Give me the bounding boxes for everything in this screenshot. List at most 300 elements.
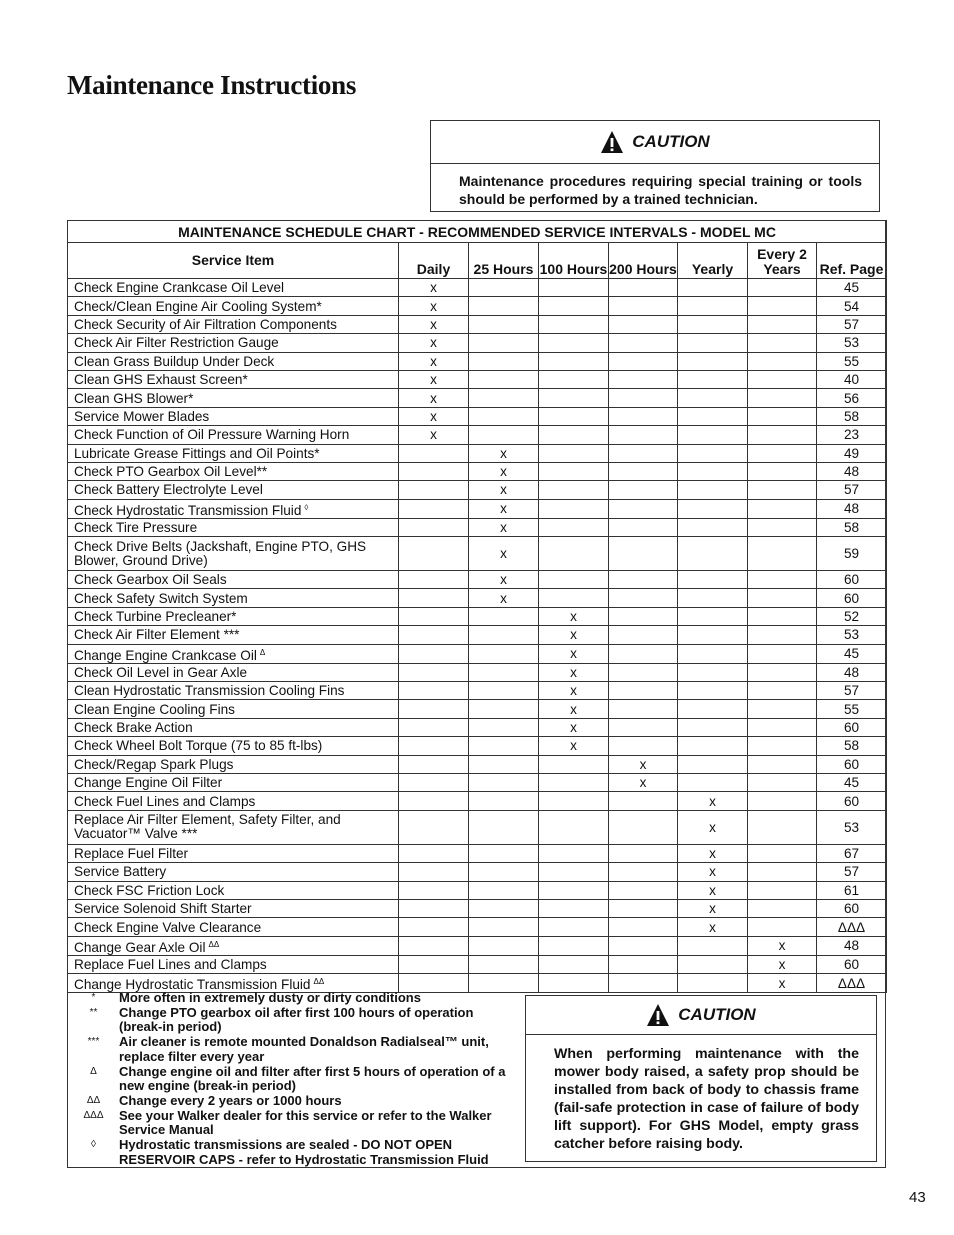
footnote-text: Hydrostatic transmissions are sealed - DO NOT OPEN RESERVOIR CAPS - refer to Hydrostatic Transmission Fluid bbox=[119, 1137, 489, 1167]
interval-cell bbox=[748, 918, 817, 936]
interval-cell bbox=[748, 737, 817, 755]
service-item bbox=[68, 481, 399, 499]
interval-cell bbox=[399, 810, 469, 844]
ref-page: 55 bbox=[817, 700, 887, 718]
interval-cell bbox=[469, 773, 539, 791]
interval-cell bbox=[748, 462, 817, 480]
table-row bbox=[68, 297, 887, 315]
service-item-label: Change Engine Oil Filter bbox=[74, 775, 223, 791]
interval-cell bbox=[469, 407, 539, 425]
interval-cell bbox=[609, 518, 678, 536]
footnote-marker: ΔΔ bbox=[208, 939, 220, 949]
interval-cell bbox=[748, 607, 817, 625]
interval-cell bbox=[399, 644, 469, 663]
interval-cell bbox=[678, 755, 748, 773]
interval-cell: x bbox=[678, 792, 748, 810]
interval-cell bbox=[539, 389, 609, 407]
column-header: Every 2 Years bbox=[748, 243, 817, 279]
table-row bbox=[68, 315, 887, 333]
table-row bbox=[68, 279, 887, 297]
service-item bbox=[68, 844, 399, 862]
service-item bbox=[68, 518, 399, 536]
interval-cell bbox=[678, 955, 748, 973]
interval-cell bbox=[748, 352, 817, 370]
ref-page: 60 bbox=[817, 718, 887, 736]
service-item-label: Clean Engine Cooling Fins bbox=[74, 701, 235, 717]
interval-cell bbox=[609, 682, 678, 700]
service-item-label: Check/Clean Engine Air Cooling System* bbox=[74, 298, 322, 314]
service-item-label: Clean Hydrostatic Transmission Cooling Fins bbox=[74, 683, 345, 699]
interval-cell: x bbox=[399, 426, 469, 444]
interval-cell bbox=[399, 881, 469, 899]
service-item-label: Clean Grass Buildup Under Deck bbox=[74, 353, 275, 369]
interval-cell: x bbox=[399, 315, 469, 333]
service-item-label: Check PTO Gearbox Oil Level** bbox=[74, 464, 268, 480]
interval-cell bbox=[609, 718, 678, 736]
interval-cell bbox=[539, 370, 609, 388]
footnote-text: More often in extremely dusty or dirty conditions bbox=[119, 990, 421, 1005]
interval-cell bbox=[469, 881, 539, 899]
service-item-label: Replace Fuel Filter bbox=[74, 845, 189, 861]
ref-page: 55 bbox=[817, 352, 887, 370]
column-header: Yearly bbox=[678, 243, 748, 279]
warning-triangle-icon bbox=[600, 130, 624, 154]
ref-page: 53 bbox=[817, 334, 887, 352]
table-row bbox=[68, 663, 887, 681]
interval-cell bbox=[539, 444, 609, 462]
interval-cell: x bbox=[748, 936, 817, 955]
interval-cell: x bbox=[539, 607, 609, 625]
interval-cell bbox=[399, 682, 469, 700]
interval-cell bbox=[539, 792, 609, 810]
column-header: 25 Hours bbox=[469, 243, 539, 279]
service-item-label: Clean GHS Blower* bbox=[74, 390, 194, 406]
interval-cell bbox=[609, 844, 678, 862]
interval-cell bbox=[609, 462, 678, 480]
service-item-label: Change Gear Axle Oil bbox=[74, 939, 206, 955]
ref-page: 60 bbox=[817, 899, 887, 917]
caution-label: CAUTION bbox=[632, 132, 710, 151]
interval-cell bbox=[748, 626, 817, 644]
interval-cell bbox=[469, 297, 539, 315]
service-item bbox=[68, 936, 399, 955]
interval-cell: x bbox=[748, 974, 817, 993]
interval-cell bbox=[399, 899, 469, 917]
service-item bbox=[68, 279, 399, 297]
interval-cell bbox=[539, 537, 609, 571]
interval-cell bbox=[469, 899, 539, 917]
ref-page: ΔΔΔ bbox=[817, 974, 887, 993]
service-item bbox=[68, 718, 399, 736]
table-row bbox=[68, 899, 887, 917]
service-item-label: Clean GHS Exhaust Screen* bbox=[74, 372, 248, 388]
service-item-label: Check Tire Pressure bbox=[74, 519, 198, 535]
interval-cell bbox=[469, 718, 539, 736]
footnote-text: Change every 2 years or 1000 hours bbox=[119, 1092, 342, 1108]
interval-cell: x bbox=[469, 481, 539, 499]
ref-page: 58 bbox=[817, 518, 887, 536]
warning-triangle-icon bbox=[646, 1003, 670, 1027]
table-row bbox=[68, 918, 887, 936]
interval-cell bbox=[469, 755, 539, 773]
service-item-label: Check Wheel Bolt Torque (75 to 85 ft-lbs) bbox=[74, 738, 323, 754]
interval-cell bbox=[469, 955, 539, 973]
interval-cell bbox=[469, 334, 539, 352]
service-item bbox=[68, 863, 399, 881]
table-row bbox=[68, 607, 887, 625]
interval-cell bbox=[678, 370, 748, 388]
service-item bbox=[68, 499, 399, 518]
column-header: Daily bbox=[399, 243, 469, 279]
ref-page: 58 bbox=[817, 737, 887, 755]
interval-cell bbox=[539, 844, 609, 862]
table-row bbox=[68, 955, 887, 973]
interval-cell bbox=[539, 955, 609, 973]
interval-cell bbox=[678, 481, 748, 499]
interval-cell bbox=[748, 718, 817, 736]
interval-cell bbox=[469, 792, 539, 810]
column-header: 200 Hours bbox=[609, 243, 678, 279]
footnote bbox=[68, 991, 518, 1006]
ref-page: 57 bbox=[817, 863, 887, 881]
interval-cell bbox=[539, 936, 609, 955]
footnote-symbol: ΔΔΔ bbox=[83, 1109, 104, 1121]
interval-cell bbox=[609, 810, 678, 844]
interval-cell bbox=[748, 334, 817, 352]
interval-cell bbox=[469, 663, 539, 681]
interval-cell bbox=[609, 589, 678, 607]
table-row bbox=[68, 863, 887, 881]
interval-cell bbox=[469, 279, 539, 297]
service-item bbox=[68, 626, 399, 644]
caution-text: When performing maintenance with the mower body raised, a safety prop should be installed from back of body to chassis frame (fail-safe protection in case of failure of body lift support). For GHS Model, empty grass catcher before raising body. bbox=[554, 1046, 859, 1152]
interval-cell bbox=[678, 589, 748, 607]
interval-cell bbox=[609, 607, 678, 625]
caution-label: CAUTION bbox=[678, 1005, 756, 1024]
interval-cell bbox=[748, 844, 817, 862]
interval-cell: x bbox=[399, 407, 469, 425]
interval-cell bbox=[609, 499, 678, 518]
interval-cell bbox=[399, 607, 469, 625]
interval-cell bbox=[399, 571, 469, 589]
interval-cell bbox=[678, 718, 748, 736]
interval-cell bbox=[539, 462, 609, 480]
service-item-label: Check Battery Electrolyte Level bbox=[74, 482, 263, 498]
footnote-symbol: ** bbox=[89, 1006, 98, 1018]
interval-cell bbox=[539, 773, 609, 791]
interval-cell bbox=[678, 773, 748, 791]
service-item-label: Check Safety Switch System bbox=[74, 590, 248, 606]
table-row bbox=[68, 700, 887, 718]
interval-cell: x bbox=[399, 297, 469, 315]
interval-cell bbox=[609, 389, 678, 407]
interval-cell: x bbox=[678, 844, 748, 862]
interval-cell: x bbox=[748, 955, 817, 973]
footnote-text: See your Walker dealer for this service or refer to the Walker Service Manual bbox=[119, 1107, 492, 1138]
ref-page: 48 bbox=[817, 936, 887, 955]
service-item bbox=[68, 682, 399, 700]
ref-page: ΔΔΔ bbox=[817, 918, 887, 936]
service-item-label: Check Fuel Lines and Clamps bbox=[74, 793, 256, 809]
footnote-text: Air cleaner is remote mounted Donaldson Radialseal™ unit, replace filter every year bbox=[119, 1034, 489, 1064]
service-item-label: Replace Fuel Lines and Clamps bbox=[74, 956, 267, 972]
interval-cell bbox=[399, 537, 469, 571]
interval-cell bbox=[609, 737, 678, 755]
interval-cell bbox=[678, 499, 748, 518]
ref-page: 45 bbox=[817, 279, 887, 297]
interval-cell: x bbox=[399, 279, 469, 297]
ref-page: 48 bbox=[817, 462, 887, 480]
interval-cell bbox=[609, 881, 678, 899]
interval-cell bbox=[399, 518, 469, 536]
ref-page: 60 bbox=[817, 955, 887, 973]
service-item bbox=[68, 407, 399, 425]
service-item-label: Check Oil Level in Gear Axle bbox=[74, 664, 248, 680]
interval-cell bbox=[678, 518, 748, 536]
ref-page: 45 bbox=[817, 773, 887, 791]
footnote bbox=[68, 1094, 518, 1109]
interval-cell bbox=[399, 863, 469, 881]
footnote-marker: ◊ bbox=[304, 502, 309, 512]
page-title: Maintenance Instructions bbox=[67, 70, 357, 100]
interval-cell bbox=[469, 682, 539, 700]
service-item bbox=[68, 334, 399, 352]
footnote bbox=[68, 1138, 518, 1167]
interval-cell bbox=[748, 810, 817, 844]
table-row bbox=[68, 352, 887, 370]
table-row bbox=[68, 518, 887, 536]
interval-cell bbox=[469, 936, 539, 955]
interval-cell: x bbox=[539, 644, 609, 663]
interval-cell bbox=[539, 899, 609, 917]
service-item bbox=[68, 792, 399, 810]
service-item-label: Check Brake Action bbox=[74, 720, 193, 735]
interval-cell bbox=[678, 537, 748, 571]
service-item-label: Service Battery bbox=[74, 864, 167, 880]
ref-page: 60 bbox=[817, 755, 887, 773]
interval-cell: x bbox=[399, 370, 469, 388]
interval-cell: x bbox=[539, 682, 609, 700]
interval-cell bbox=[678, 297, 748, 315]
interval-cell bbox=[678, 444, 748, 462]
interval-cell bbox=[748, 663, 817, 681]
interval-cell bbox=[748, 863, 817, 881]
interval-cell bbox=[678, 389, 748, 407]
interval-cell: x bbox=[539, 718, 609, 736]
table-row bbox=[68, 844, 887, 862]
interval-cell bbox=[469, 426, 539, 444]
footnote-symbol: ΔΔ bbox=[86, 1094, 101, 1106]
interval-cell: x bbox=[539, 626, 609, 644]
interval-cell bbox=[399, 589, 469, 607]
service-item bbox=[68, 297, 399, 315]
interval-cell bbox=[609, 863, 678, 881]
interval-cell bbox=[469, 607, 539, 625]
interval-cell bbox=[399, 499, 469, 518]
interval-cell bbox=[539, 755, 609, 773]
interval-cell: x bbox=[469, 571, 539, 589]
interval-cell: x bbox=[539, 700, 609, 718]
service-item bbox=[68, 370, 399, 388]
column-header: Service Item bbox=[68, 243, 399, 279]
interval-cell bbox=[748, 589, 817, 607]
interval-cell bbox=[609, 936, 678, 955]
interval-cell bbox=[469, 844, 539, 862]
interval-cell bbox=[748, 389, 817, 407]
interval-cell bbox=[748, 315, 817, 333]
interval-cell bbox=[609, 644, 678, 663]
table-caption: MAINTENANCE SCHEDULE CHART - RECOMMENDED SERVICE INTERVALS - MODEL MC bbox=[68, 221, 887, 243]
service-item-label: Lubricate Grease Fittings and Oil Points* bbox=[74, 445, 320, 461]
interval-cell bbox=[609, 955, 678, 973]
page-number: 43 bbox=[909, 1189, 926, 1206]
service-item bbox=[68, 755, 399, 773]
interval-cell bbox=[678, 407, 748, 425]
interval-cell bbox=[609, 481, 678, 499]
interval-cell: x bbox=[469, 444, 539, 462]
service-item-label: Service Solenoid Shift Starter bbox=[74, 901, 252, 917]
interval-cell bbox=[609, 334, 678, 352]
interval-cell bbox=[609, 297, 678, 315]
service-item bbox=[68, 918, 399, 936]
table-row bbox=[68, 389, 887, 407]
interval-cell bbox=[678, 462, 748, 480]
interval-cell bbox=[748, 755, 817, 773]
interval-cell bbox=[609, 663, 678, 681]
service-item-label: Check Function of Oil Pressure Warning Horn bbox=[74, 427, 350, 443]
interval-cell bbox=[678, 644, 748, 663]
interval-cell bbox=[609, 370, 678, 388]
interval-cell bbox=[609, 444, 678, 462]
footnote-symbol: * bbox=[91, 992, 96, 1003]
interval-cell: x bbox=[469, 537, 539, 571]
service-item bbox=[68, 899, 399, 917]
interval-cell bbox=[469, 315, 539, 333]
interval-cell bbox=[399, 844, 469, 862]
interval-cell bbox=[469, 644, 539, 663]
ref-page: 49 bbox=[817, 444, 887, 462]
interval-cell bbox=[539, 810, 609, 844]
table-row bbox=[68, 792, 887, 810]
interval-cell bbox=[609, 279, 678, 297]
interval-cell bbox=[609, 426, 678, 444]
interval-cell: x bbox=[469, 462, 539, 480]
interval-cell bbox=[609, 899, 678, 917]
interval-cell: x bbox=[678, 918, 748, 936]
interval-cell: x bbox=[609, 755, 678, 773]
interval-cell bbox=[539, 571, 609, 589]
interval-cell bbox=[748, 518, 817, 536]
interval-cell: x bbox=[469, 518, 539, 536]
ref-page: 56 bbox=[817, 389, 887, 407]
interval-cell bbox=[748, 407, 817, 425]
ref-page: 57 bbox=[817, 315, 887, 333]
ref-page: 54 bbox=[817, 297, 887, 315]
footnote-symbol: ◊ bbox=[91, 1139, 96, 1151]
interval-cell bbox=[539, 481, 609, 499]
table-row bbox=[68, 444, 887, 462]
interval-cell bbox=[748, 773, 817, 791]
column-header: Ref. Page bbox=[817, 243, 887, 279]
ref-page: 53 bbox=[817, 626, 887, 644]
service-item-label: Check Engine Crankcase Oil Level bbox=[74, 280, 285, 296]
table-row bbox=[68, 537, 887, 571]
ref-page: 48 bbox=[817, 663, 887, 681]
interval-cell bbox=[609, 918, 678, 936]
table-row bbox=[68, 426, 887, 444]
interval-cell bbox=[678, 607, 748, 625]
interval-cell bbox=[678, 737, 748, 755]
interval-cell bbox=[678, 626, 748, 644]
interval-cell bbox=[539, 589, 609, 607]
interval-cell bbox=[469, 918, 539, 936]
interval-cell bbox=[609, 537, 678, 571]
footnote-text: Change engine oil and filter after first 5 hours of operation of a new engine (break-in period) bbox=[119, 1063, 506, 1094]
interval-cell bbox=[539, 974, 609, 993]
service-item bbox=[68, 444, 399, 462]
service-item bbox=[68, 352, 399, 370]
interval-cell bbox=[399, 755, 469, 773]
service-item-label: Check Air Filter Restriction Gauge bbox=[74, 335, 279, 351]
interval-cell bbox=[609, 792, 678, 810]
service-item-label: Check Hydrostatic Transmission Fluid bbox=[74, 502, 302, 518]
service-item-label: Check Turbine Precleaner* bbox=[74, 609, 237, 625]
maintenance-schedule-table bbox=[67, 220, 887, 993]
interval-cell bbox=[399, 444, 469, 462]
table-row bbox=[68, 499, 887, 518]
caution-box-training bbox=[430, 120, 880, 212]
interval-cell bbox=[748, 700, 817, 718]
service-item-label: Check/Regap Spark Plugs bbox=[74, 756, 234, 772]
service-item bbox=[68, 537, 399, 571]
caution-box-safety-prop bbox=[525, 995, 877, 1162]
service-item bbox=[68, 810, 399, 844]
interval-cell: x bbox=[678, 863, 748, 881]
footnote-marker: ΔΔ bbox=[313, 977, 325, 987]
interval-cell bbox=[748, 481, 817, 499]
caution-text: Maintenance procedures requiring special training or tools should be performed by a trained technician. bbox=[459, 173, 862, 207]
interval-cell bbox=[748, 279, 817, 297]
ref-page: 67 bbox=[817, 844, 887, 862]
service-item-label: Check Air Filter Element *** bbox=[74, 627, 240, 643]
interval-cell bbox=[469, 863, 539, 881]
interval-cell: x bbox=[678, 881, 748, 899]
table-row bbox=[68, 881, 887, 899]
service-item bbox=[68, 955, 399, 973]
footnotes bbox=[68, 991, 518, 1167]
service-item bbox=[68, 389, 399, 407]
ref-page: 23 bbox=[817, 426, 887, 444]
interval-cell bbox=[399, 955, 469, 973]
table-row bbox=[68, 810, 887, 844]
interval-cell bbox=[539, 279, 609, 297]
interval-cell bbox=[469, 352, 539, 370]
service-item-label: Change Hydrostatic Transmission Fluid bbox=[74, 977, 311, 993]
interval-cell bbox=[469, 626, 539, 644]
interval-cell bbox=[678, 315, 748, 333]
service-item-label: Check Engine Valve Clearance bbox=[74, 919, 262, 935]
interval-cell: x bbox=[399, 334, 469, 352]
interval-cell bbox=[678, 279, 748, 297]
table-row bbox=[68, 370, 887, 388]
service-item-label: Check Gearbox Oil Seals bbox=[74, 572, 227, 588]
ref-page: 60 bbox=[817, 792, 887, 810]
table-row bbox=[68, 737, 887, 755]
interval-cell: x bbox=[539, 663, 609, 681]
ref-page: 59 bbox=[817, 537, 887, 571]
service-item-label: Service Mower Blades bbox=[74, 408, 210, 424]
service-item-label: Change Engine Crankcase Oil bbox=[74, 647, 257, 663]
